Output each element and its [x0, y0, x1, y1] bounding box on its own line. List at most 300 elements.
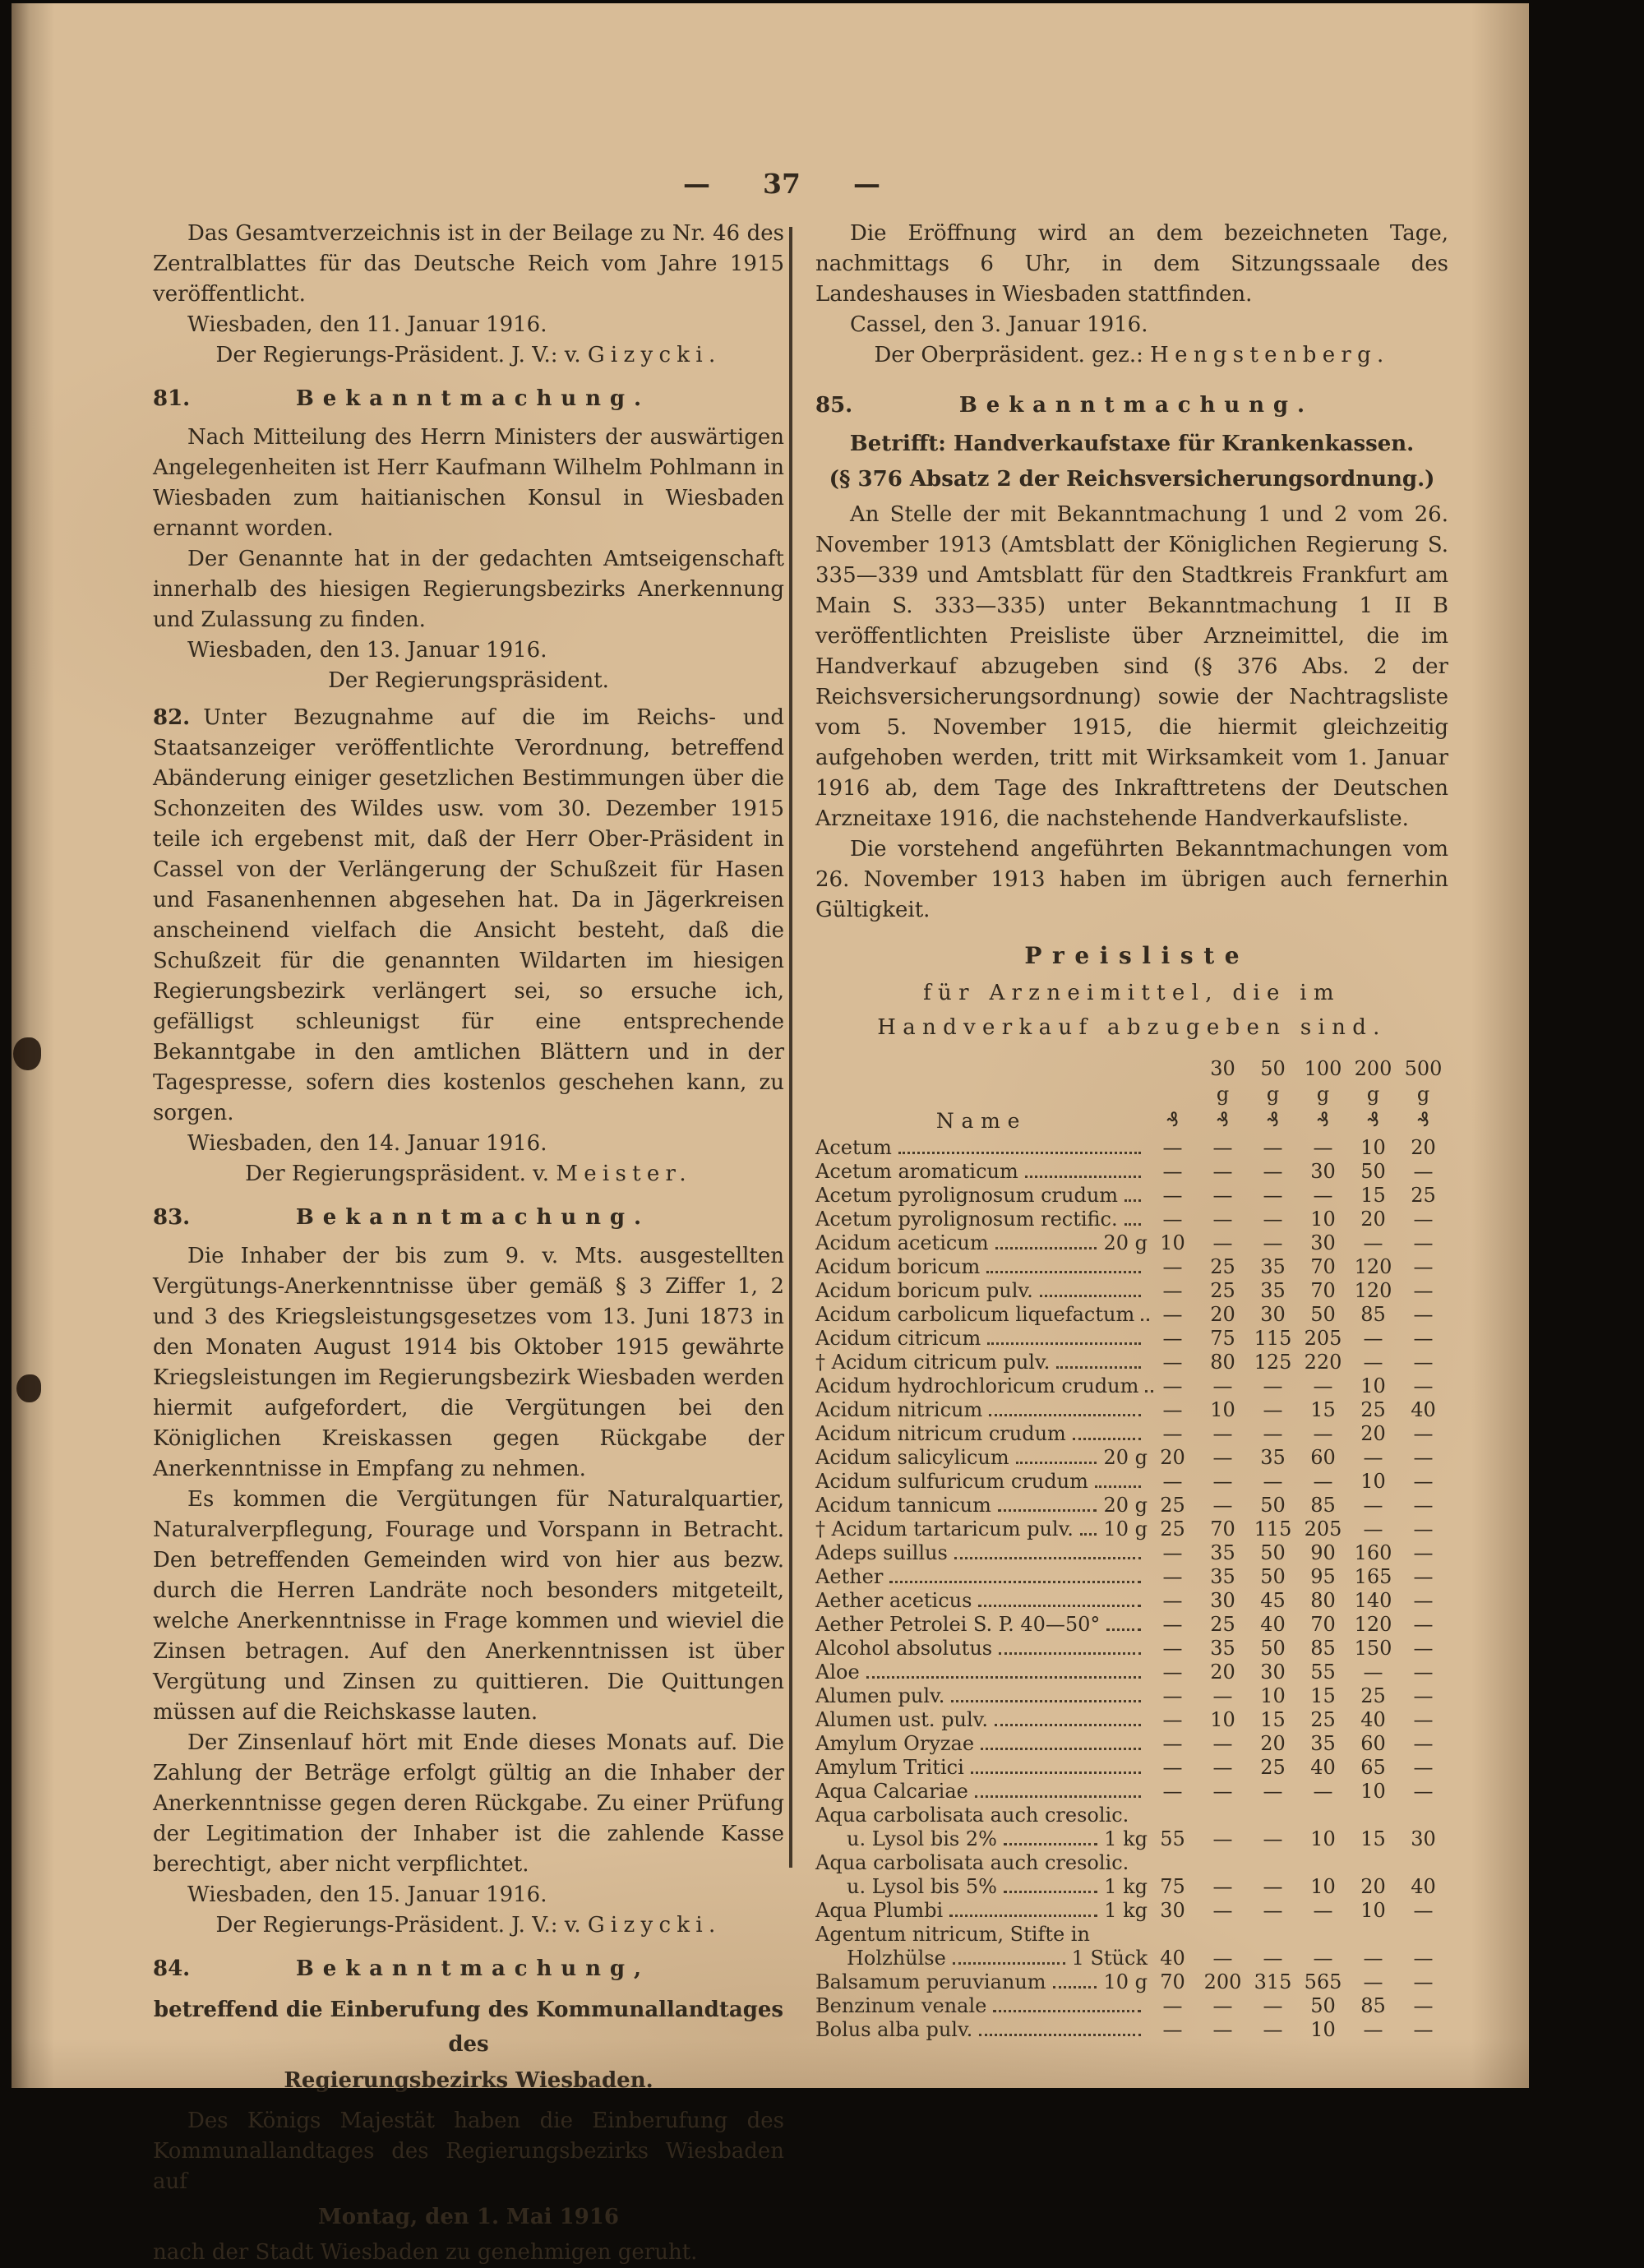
drug-name: Aether Petrolei S. P. 40—50° [815, 1613, 1101, 1636]
price-cell-special: 10 [1160, 1231, 1185, 1254]
table-row-values [815, 1160, 1448, 1184]
binding-hole [13, 1037, 41, 1070]
price-list-subtitle: für Arzneimittel, die im Handverkauf abzugeben sind. [877, 981, 1387, 1040]
drug-name: Acidum hydrochloricum crudum [815, 1374, 1139, 1397]
price-cell-30g: — [1212, 1231, 1233, 1254]
price-cell-50g: 35 [1260, 1446, 1286, 1469]
dateline: Wiesbaden, den 14. Januar 1916. [187, 1131, 547, 1156]
price-cell-30g: 10 [1210, 1708, 1235, 1731]
table-row [815, 1780, 1448, 1804]
price-cell-100g: 10 [1310, 1827, 1336, 1850]
price-cell-200g: 85 [1360, 1994, 1386, 2017]
table-row [815, 1255, 1448, 1279]
price-cell-special: — [1162, 1208, 1183, 1231]
price-cell-500g: — [1413, 1446, 1434, 1469]
table-row [815, 1994, 1448, 2018]
table-row [815, 1374, 1448, 1398]
price-cell-500g: — [1413, 1327, 1434, 1350]
price-cell-special: 70 [1160, 1970, 1185, 1993]
signature-name: Meister. [556, 1162, 692, 1186]
drug-name-cell [815, 1589, 1148, 1613]
price-cell-special: 30 [1160, 1899, 1185, 1922]
price-cell-50g: — [1263, 1160, 1283, 1183]
table-row-values [815, 1970, 1448, 1994]
price-cell-500g: 20 [1411, 1136, 1436, 1159]
gram-unit: g [1366, 1083, 1380, 1106]
drug-name-cell [815, 1208, 1148, 1231]
dotted-leader [889, 1581, 1141, 1583]
price-cell-special: — [1162, 1732, 1183, 1755]
drug-name: Balsamum peruvianum [815, 1970, 1046, 1993]
drug-name: Acetum aromaticum [815, 1160, 1018, 1183]
paragraph: nach der Stadt Wiesbaden zu genehmigen geruht. [153, 2240, 698, 2265]
drug-name: Acidum carbolicum liquefactum [815, 1303, 1135, 1326]
table-row [815, 1708, 1448, 1732]
price-cell-special: 75 [1160, 1875, 1185, 1898]
table-row-values [815, 1661, 1448, 1684]
table-row [815, 1661, 1448, 1684]
price-cell-200g: — [1363, 1327, 1383, 1350]
gram-unit: g [1416, 1083, 1430, 1106]
table-row-values [815, 1780, 1448, 1804]
notice-title: Bekanntmachung. [958, 393, 1314, 418]
paragraph: An Stelle der mit Bekanntmachung 1 und 2 vom 26. November 1913 (Amtsblatt der Königlichen Regierung S. 335—339 und Amtsblatt für den Stadtkreis Frankfurt am Main S. 333—335) unter Bekanntmachung 1 II B veröffentlichten Preisliste über Arzneimittel, die im Handverkauf abzugeben sind (§ 376 Abs. 2 der Reichsversicherungsordnung) sowie der Nachtragsliste vom 5. November 1915, die hiermit gleichzeitig aufgehoben werden, tritt mit Wirksamkeit vom 1. Januar 1916 ab, dem Tage des Inkrafttretens der Deutschen Arzneitaxe 1916, die nachstehende Handverkaufsliste. [815, 502, 1448, 831]
price-cell-200g: 160 [1354, 1541, 1392, 1564]
notice-subject: Betrifft: Handverkaufstaxe für Krankenkassen. [849, 432, 1415, 456]
dotted-leader [989, 1414, 1141, 1416]
gram-unit: g [1216, 1083, 1230, 1106]
price-cell-special: — [1162, 1184, 1183, 1207]
price-cell-50g: — [1263, 1374, 1283, 1397]
price-cell-200g: — [1363, 1351, 1383, 1374]
price-cell-special: — [1162, 1136, 1183, 1159]
price-cell-200g: — [1363, 1970, 1383, 1993]
price-cell-30g: 20 [1210, 1661, 1235, 1684]
signature-office: Der Regierungspräsident. v. [245, 1162, 550, 1186]
signature [153, 666, 784, 696]
weight-column-header [1348, 1056, 1398, 1133]
price-cell-100g: — [1313, 1374, 1333, 1397]
price-cell-50g: — [1263, 1470, 1283, 1493]
table-row-values [815, 1422, 1448, 1446]
price-cell-500g: — [1413, 1899, 1434, 1922]
notice-number: 83. [153, 1205, 191, 1230]
table-row [815, 1565, 1448, 1589]
drug-name-cell [815, 1827, 1148, 1851]
dotted-leader [975, 1795, 1141, 1798]
convocation-date: Montag, den 1. Mai 1916 [318, 2205, 619, 2229]
price-cell-special: 25 [1160, 1517, 1185, 1540]
price-table-header [815, 1056, 1448, 1133]
special-quantity: 1 kg [1104, 1875, 1148, 1898]
price-cell-100g: 55 [1310, 1661, 1336, 1684]
price-cell-200g: 10 [1360, 1780, 1386, 1803]
drug-name: Aqua Calcariae [815, 1780, 968, 1803]
drug-name-cell [815, 1184, 1148, 1208]
price-cell-100g: 30 [1310, 1160, 1336, 1183]
table-row-values [815, 1470, 1448, 1494]
paragraph: Der Genannte hat in der gedachten Amtseigenschaft innerhalb des hiesigen Regierungsbezirks Anerkennung und Zulassung zu finden. [153, 547, 784, 632]
price-cell-special: 55 [1160, 1827, 1185, 1850]
price-cell-500g: — [1413, 1589, 1434, 1612]
weight-value: 50 [1260, 1057, 1286, 1080]
pfennig-sign: ₰ [1166, 1108, 1180, 1131]
weight-column-header [1398, 1056, 1448, 1133]
price-cell-100g: — [1313, 1780, 1333, 1803]
price-cell-50g: 45 [1260, 1589, 1286, 1612]
price-cell-200g: — [1363, 1494, 1383, 1517]
dateline: Wiesbaden, den 13. Januar 1916. [187, 638, 547, 663]
price-cell-special: — [1162, 1684, 1183, 1707]
price-cell-500g: — [1413, 1494, 1434, 1517]
table-row [815, 1637, 1448, 1661]
page-number-header [12, 168, 1552, 200]
dotted-leader [987, 1342, 1141, 1345]
price-cell-50g: 115 [1254, 1517, 1292, 1540]
drug-name-cell [815, 1613, 1148, 1637]
price-cell-special: — [1162, 1541, 1183, 1564]
price-cell-100g: 565 [1304, 1970, 1342, 1993]
price-cell-500g: — [1413, 1374, 1434, 1397]
table-row [815, 1732, 1448, 1756]
price-cell-100g: — [1313, 1184, 1333, 1207]
table-row-values [815, 1279, 1448, 1303]
price-cell-special: — [1162, 1661, 1183, 1684]
price-cell-200g: 40 [1360, 1708, 1386, 1731]
price-cell-30g: — [1212, 1780, 1233, 1803]
drug-name-cell [815, 1637, 1148, 1661]
table-row-values [815, 1565, 1448, 1589]
table-row [815, 1851, 1448, 1899]
notice-number: 81. [153, 386, 191, 411]
drug-name: Holzhülse [847, 1947, 946, 1970]
special-quantity: 1 kg [1104, 1899, 1148, 1922]
price-cell-200g: 50 [1360, 1160, 1386, 1183]
price-cell-100g: 70 [1310, 1279, 1336, 1302]
price-cell-30g: — [1212, 1470, 1233, 1493]
price-cell-100g: 205 [1304, 1327, 1342, 1350]
price-cell-200g: 10 [1360, 1470, 1386, 1493]
dotted-leader [981, 1748, 1141, 1750]
table-row-values [815, 1327, 1448, 1351]
price-cell-100g: 95 [1310, 1565, 1336, 1588]
paragraph: Das Gesamtverzeichnis ist in der Beilage zu Nr. 46 des Zentralblattes für das Deutsche Reich vom Jahre 1915 veröffentlicht. [153, 221, 784, 307]
price-cell-100g: — [1313, 1422, 1333, 1445]
price-cell-special: — [1162, 1756, 1183, 1779]
table-row [815, 1923, 1448, 1970]
notice-heading [153, 1203, 784, 1233]
price-cell-200g: 140 [1354, 1589, 1392, 1612]
notice-heading [153, 1954, 784, 1984]
price-cell-200g: 85 [1360, 1303, 1386, 1326]
table-row [815, 1136, 1448, 1160]
dotted-leader [1004, 1891, 1097, 1893]
price-cell-200g: 10 [1360, 1136, 1386, 1159]
drug-name: u. Lysol bis 2% [847, 1827, 997, 1850]
price-cell-30g: 35 [1210, 1541, 1235, 1564]
price-cell-50g: 50 [1260, 1637, 1286, 1660]
price-cell-200g: 120 [1354, 1279, 1392, 1302]
drug-name: Aqua Plumbi [815, 1899, 944, 1922]
price-cell-50g: — [1263, 1398, 1283, 1421]
table-row-values [815, 1994, 1448, 2018]
price-cell-30g: — [1212, 1494, 1233, 1517]
table-row [815, 1470, 1448, 1494]
price-cell-500g: — [1413, 1780, 1434, 1803]
dotted-leader [1106, 1628, 1141, 1631]
weight-column-header [1248, 1056, 1298, 1133]
price-cell-500g: — [1413, 1732, 1434, 1755]
dotted-leader [1040, 1295, 1141, 1297]
signature-office: Der Oberpräsident. gez.: [874, 343, 1143, 367]
dotted-leader [1080, 1533, 1097, 1536]
drug-name-cell [815, 1517, 1148, 1541]
price-cell-100g: — [1313, 1899, 1333, 1922]
signature-name: Gizycki. [587, 343, 722, 367]
drug-name: Acetum pyrolignosum crudum [815, 1184, 1119, 1207]
table-row-values [815, 1708, 1448, 1732]
drug-name: Aether aceticus [815, 1589, 972, 1612]
price-cell-special: — [1162, 2018, 1183, 2041]
price-cell-200g: — [1363, 1517, 1383, 1540]
price-cell-50g: 50 [1260, 1541, 1286, 1564]
dotted-leader [1053, 1986, 1097, 1989]
weight-value: 500 [1404, 1057, 1443, 1080]
price-cell-30g: — [1212, 1827, 1233, 1850]
drug-name: † Acidum tartaricum pulv. [815, 1517, 1074, 1540]
price-cell-special: — [1162, 1351, 1183, 1374]
table-row-values [815, 1517, 1448, 1541]
price-cell-special: — [1162, 1565, 1183, 1588]
price-cell-special: — [1162, 1279, 1183, 1302]
dotted-leader [866, 1676, 1141, 1679]
table-row [815, 1517, 1448, 1541]
paragraph: Der Zinsenlauf hört mit Ende dieses Monats auf. Die Zahlung der Beträge erfolgt gültig an die Inhaber der Anerkenntnisse gegen deren Rückgabe. Zu einer Prüfung der Legitimation der Inhaber ist die zahlende Kasse berechtigt, aber nicht verpflichtet. [153, 1730, 784, 1877]
table-row [815, 1589, 1448, 1613]
price-cell-50g: — [1263, 1875, 1283, 1898]
page-number: 37 [763, 168, 801, 200]
price-cell-30g: — [1212, 1756, 1233, 1779]
price-cell-special: — [1162, 1327, 1183, 1350]
price-cell-100g: 85 [1310, 1637, 1336, 1660]
price-cell-special: — [1162, 1160, 1183, 1183]
price-cell-500g: 40 [1411, 1398, 1436, 1421]
drug-name-cell [815, 1303, 1148, 1327]
dotted-leader [1095, 1485, 1141, 1488]
price-cell-30g: 35 [1210, 1637, 1235, 1660]
dotted-leader [995, 1247, 1097, 1249]
price-cell-30g: — [1212, 1875, 1233, 1898]
price-cell-200g: — [1363, 1947, 1383, 1970]
table-row-values [815, 1184, 1448, 1208]
signature-name: Hengstenberg. [1150, 343, 1390, 367]
price-cell-30g: 30 [1210, 1589, 1235, 1612]
gram-unit: g [1266, 1083, 1280, 1106]
price-cell-100g: — [1313, 1947, 1333, 1970]
price-cell-200g: — [1363, 1231, 1383, 1254]
drug-name: Acidum salicylicum [815, 1446, 1009, 1469]
price-cell-30g: — [1212, 1446, 1233, 1469]
header-dash-left: — [683, 168, 711, 200]
price-cell-100g: 15 [1310, 1684, 1336, 1707]
price-cell-100g: — [1313, 1136, 1333, 1159]
table-row-values [815, 1589, 1448, 1613]
price-cell-500g: — [1413, 1231, 1434, 1254]
drug-name-cell [815, 1160, 1148, 1184]
price-cell-50g: 50 [1260, 1494, 1286, 1517]
notice-number: 82. [153, 705, 191, 730]
drug-name: Aloe [815, 1661, 860, 1684]
price-cell-30g: — [1212, 1732, 1233, 1755]
price-cell-100g: 35 [1310, 1732, 1336, 1755]
drug-name-cell [815, 1684, 1148, 1708]
table-row-values [815, 1351, 1448, 1374]
price-cell-500g: — [1413, 1708, 1434, 1731]
drug-name: Benzinum venale [815, 1994, 987, 2017]
notice-85 [815, 390, 1448, 926]
name-column-header: Name [935, 1109, 1028, 1133]
notice-legal-reference: (§ 376 Absatz 2 der Reichsversicherungsordnung.) [829, 467, 1435, 492]
signature [153, 340, 784, 371]
price-cell-200g: 120 [1354, 1255, 1392, 1278]
table-row-values [815, 1374, 1448, 1398]
price-table [815, 1056, 1448, 2042]
price-cell-special: — [1162, 1374, 1183, 1397]
notice-title: Bekanntmachung, [295, 1956, 651, 1981]
drug-name-cell [815, 1398, 1148, 1422]
table-row-values [815, 1827, 1448, 1851]
price-cell-special: — [1162, 1398, 1183, 1421]
drug-name-cell [815, 1661, 1148, 1684]
signature-office: Der Regierungs-Präsident. J. V.: v. [215, 1913, 581, 1938]
price-cell-500g: — [1413, 1541, 1434, 1564]
price-cell-30g: 20 [1210, 1303, 1235, 1326]
preisliste-section [815, 940, 1448, 2042]
notice-83 [153, 1203, 784, 1941]
drug-name: u. Lysol bis 5% [847, 1875, 997, 1898]
price-cell-200g: 25 [1360, 1684, 1386, 1707]
price-cell-200g: — [1363, 1446, 1383, 1469]
drug-name-cell [815, 1136, 1148, 1160]
drug-name-cell [815, 1541, 1148, 1565]
table-row [815, 1160, 1448, 1184]
table-row-values [815, 1541, 1448, 1565]
table-row-values [815, 1899, 1448, 1923]
table-row-values [815, 1494, 1448, 1517]
table-row [815, 1494, 1448, 1517]
signature-office: Der Regierungs-Präsident. J. V.: v. [215, 343, 581, 367]
price-cell-50g: 50 [1260, 1565, 1286, 1588]
price-cell-500g: — [1413, 1279, 1434, 1302]
table-row [815, 1231, 1448, 1255]
table-row [815, 1351, 1448, 1374]
price-cell-500g: — [1413, 1517, 1434, 1540]
weight-value: 30 [1210, 1057, 1235, 1080]
price-list-title: Preisliste [1024, 942, 1250, 969]
dotted-leader [954, 1557, 1141, 1559]
notice-heading [153, 384, 784, 414]
notice-title: Bekanntmachung. [295, 386, 651, 411]
price-cell-100g: 10 [1310, 1208, 1336, 1231]
price-cell-50g: — [1263, 1422, 1283, 1445]
price-cell-special: 25 [1160, 1494, 1185, 1517]
price-cell-100g: 70 [1310, 1613, 1336, 1636]
table-row [815, 1899, 1448, 1923]
table-row [815, 1327, 1448, 1351]
dotted-leader [1004, 1843, 1097, 1845]
table-row [815, 1422, 1448, 1446]
drug-name: Acidum boricum [815, 1255, 981, 1278]
weight-column-header [1198, 1056, 1248, 1133]
price-cell-500g: — [1413, 1255, 1434, 1278]
table-row-values [815, 1136, 1448, 1160]
drug-name-cell [815, 1374, 1148, 1398]
weight-column-header [1298, 1056, 1348, 1133]
drug-name: Acidum nitricum [815, 1398, 983, 1421]
drug-name: Alumen ust. pulv. [815, 1708, 989, 1731]
table-row-values [815, 1732, 1448, 1756]
price-cell-special: — [1162, 1589, 1183, 1612]
drug-name: Acidum aceticum [815, 1231, 989, 1254]
signature-office: Der Regierungspräsident. [328, 668, 609, 693]
price-cell-30g: — [1212, 1374, 1233, 1397]
table-row-values [815, 1947, 1448, 1970]
table-row [815, 1613, 1448, 1637]
dotted-leader [995, 1724, 1141, 1726]
price-cell-special: — [1162, 1470, 1183, 1493]
price-cell-200g: 20 [1360, 1208, 1386, 1231]
price-cell-200g: — [1363, 2018, 1383, 2041]
notice-number: 85. [815, 393, 853, 418]
special-quantity: 1 Stück [1071, 1947, 1148, 1970]
table-row [815, 1756, 1448, 1780]
notice-81 [153, 384, 784, 696]
price-cell-200g: 20 [1360, 1875, 1386, 1898]
price-cell-500g: — [1413, 1565, 1434, 1588]
price-cell-100g: — [1313, 1470, 1333, 1493]
table-row-values [815, 1208, 1448, 1231]
table-row [815, 1970, 1448, 1994]
drug-name-cell [815, 1780, 1148, 1804]
dotted-leader [986, 1271, 1141, 1273]
price-table-body [815, 1136, 1448, 2042]
price-cell-50g: 10 [1260, 1684, 1286, 1707]
price-cell-200g: 15 [1360, 1827, 1386, 1850]
price-cell-30g: — [1212, 2018, 1233, 2041]
paragraph: Die vorstehend angeführten Bekanntmachungen vom 26. November 1913 haben im übrigen auch fernerhin Gültigkeit. [815, 837, 1448, 922]
drug-name-cell [815, 1327, 1148, 1351]
pfennig-sign: ₰ [1366, 1108, 1380, 1131]
price-cell-500g: — [1413, 1208, 1434, 1231]
price-cell-30g: 80 [1210, 1351, 1235, 1374]
price-cell-200g: 10 [1360, 1899, 1386, 1922]
price-cell-500g: 30 [1411, 1827, 1436, 1850]
price-cell-special: — [1162, 1255, 1183, 1278]
price-cell-500g: — [1413, 1947, 1434, 1970]
drug-name: Alcohol absolutus [815, 1637, 993, 1660]
special-qty-column-header [1148, 1056, 1198, 1133]
price-cell-50g: 115 [1254, 1327, 1292, 1350]
drug-name: Acidum sulfuricum crudum [815, 1470, 1088, 1493]
drug-name: Amylum Oryzae [815, 1732, 975, 1755]
drug-name-cell [815, 1899, 1148, 1923]
price-cell-30g: — [1212, 1208, 1233, 1231]
notice-80 [153, 219, 784, 371]
price-cell-50g: 125 [1254, 1351, 1292, 1374]
price-cell-500g: — [1413, 1994, 1434, 2017]
price-cell-50g: — [1263, 1136, 1283, 1159]
price-cell-30g: — [1212, 1160, 1233, 1183]
